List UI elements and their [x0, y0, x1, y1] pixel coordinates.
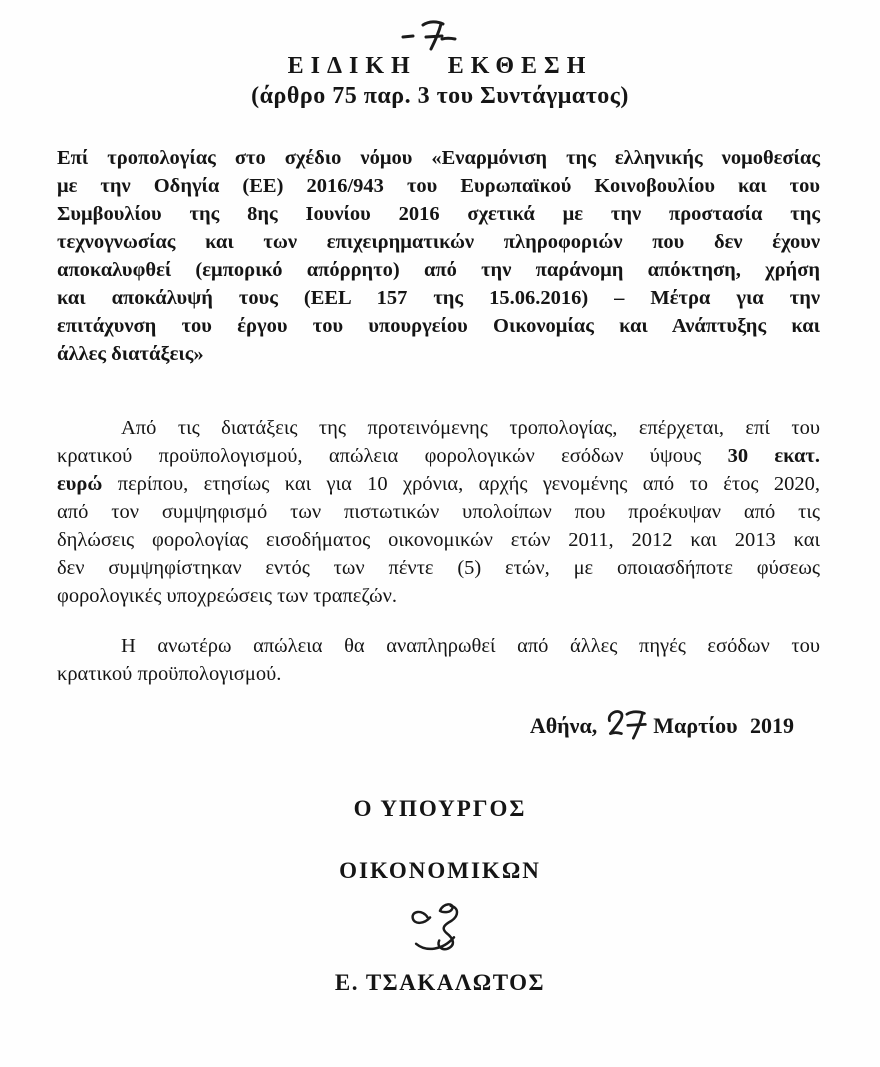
subject-paragraph	[57, 144, 820, 368]
handwritten-day-icon	[603, 706, 649, 744]
offset-paragraph	[57, 632, 820, 688]
dateline-city: Αθήνα,	[529, 712, 598, 738]
text-line: Από τις διατάξεις της προτεινόμενης τροπολογίας, επέρχεται, επί του	[121, 417, 820, 439]
text-line: αποκαλυφθεί (εμπορικό απόρρητο) από την παράνομη απόκτηση, χρήση	[57, 259, 820, 281]
text-line: τεχνογνωσίας και των επιχειρηματικών πληροφοριών που δεν έχουν	[57, 231, 820, 253]
text-line: από τον συμψηφισμό των πιστωτικών υπολοίπων που προέκυψαν από τις	[57, 501, 820, 523]
text-line: δηλώσεις φορολογίας εισοδήματος οικονομικών ετών 2011, 2012 και 2013 και	[57, 529, 820, 551]
dateline	[0, 706, 880, 744]
report-title: ΕΙΔΙΚΗ ΕΚΘΕΣΗ	[287, 53, 593, 79]
handwritten-page-number-icon	[398, 12, 464, 54]
text-line: και αποκάλυψή τους (EEL 157 της 15.06.2016) – Μέτρα για την	[57, 287, 820, 309]
minister-name: Ε. ΤΣΑΚΑΛΩΤΟΣ	[334, 970, 546, 995]
text-line: φορολογικές υποχρεώσεις των τραπεζών.	[57, 585, 398, 607]
text-line: δεν συμψηφίστηκαν εντός των πέντε (5) ετών, με οποιασδήποτε φύσεως	[57, 557, 820, 579]
minister-signature-icon	[0, 896, 880, 964]
minister-title: Ο ΥΠΟΥΡΓΟΣ	[353, 796, 527, 821]
document-body	[57, 144, 820, 688]
text-line: ευρώ περίπου, ετησίως και για 10 χρόνια, αρχής γενομένης από το έτος 2020,	[57, 473, 820, 495]
dateline-rest: Μαρτίου 2019	[653, 712, 794, 738]
text-line: άλλες διατάξεις»	[57, 343, 204, 365]
text-line: Συμβουλίου της 8ης Ιουνίου 2016 σχετικά με την προστασία της	[57, 203, 820, 225]
text-line: Η ανωτέρω απώλεια θα αναπληρωθεί από άλλες πηγές εσόδων του	[121, 635, 820, 657]
text-line: με την Οδηγία (ΕΕ) 2016/943 του Ευρωπαϊκού Κοινοβουλίου και του	[57, 175, 820, 197]
text-line: κρατικού προϋπολογισμού, απώλεια φορολογικών εσόδων ύψους 30 εκατ.	[57, 445, 820, 467]
text-line: κρατικού προϋπολογισμού.	[57, 663, 282, 685]
text-line: επιτάχυνση του έργου του υπουργείου Οικονομίας και Ανάπτυξης και	[57, 315, 820, 337]
fiscal-impact-paragraph	[57, 414, 820, 610]
text-line: Επί τροπολογίας στο σχέδιο νόμου «Εναρμόνιση της ελληνικής νομοθεσίας	[57, 147, 820, 169]
report-subtitle: (άρθρο 75 παρ. 3 του Συντάγματος)	[251, 83, 629, 109]
ministry-name: ΟΙΚΟΝΟΜΙΚΩΝ	[339, 858, 541, 883]
